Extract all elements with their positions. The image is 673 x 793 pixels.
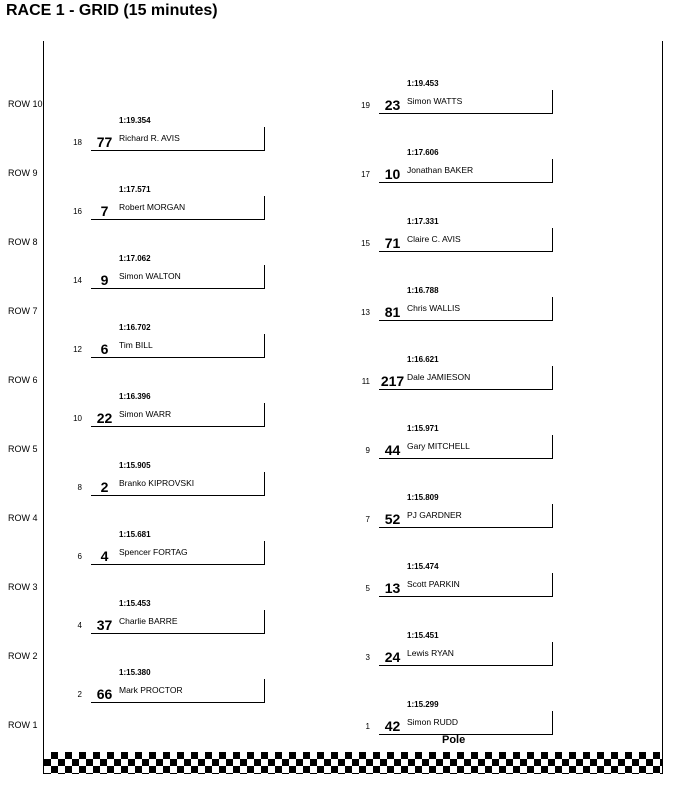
driver-name: Gary MITCHELL: [407, 441, 470, 451]
driver-name: Spencer FORTAG: [119, 547, 188, 557]
grid-position: 15: [361, 239, 370, 248]
grid-position: 1: [365, 722, 370, 731]
lap-time: 1:16.788: [407, 286, 439, 295]
lap-time: 1:15.299: [407, 700, 439, 709]
lap-time: 1:19.453: [407, 79, 439, 88]
driver-name: Branko KIPROVSKI: [119, 478, 195, 488]
lap-time: 1:15.971: [407, 424, 439, 433]
lap-time: 1:17.606: [407, 148, 439, 157]
driver-name: Simon WARR: [119, 409, 172, 419]
driver-name: Scott PARKIN: [407, 579, 460, 589]
lap-time: 1:15.453: [119, 599, 151, 608]
lap-time: 1:16.702: [119, 323, 151, 332]
car-number: 7: [100, 203, 109, 219]
car-number: 37: [96, 617, 113, 633]
grid-position: 7: [365, 515, 370, 524]
grid-position: 5: [365, 584, 370, 593]
grid-slot-left: [74, 323, 264, 363]
lap-time: 1:19.354: [119, 116, 151, 125]
grid-position: 18: [73, 138, 82, 147]
grid-slot-right: [362, 286, 552, 326]
row-label: ROW 9: [8, 168, 38, 178]
lap-time: 1:16.621: [407, 355, 439, 364]
grid-position: 3: [365, 653, 370, 662]
car-number: 13: [384, 580, 401, 596]
grid-position: 12: [73, 345, 82, 354]
car-number: 71: [384, 235, 401, 251]
car-number: 42: [384, 718, 401, 734]
lap-time: 1:16.396: [119, 392, 151, 401]
driver-name: PJ GARDNER: [407, 510, 462, 520]
lap-time: 1:17.571: [119, 185, 151, 194]
row-label: ROW 6: [8, 375, 38, 385]
car-number: 44: [384, 442, 401, 458]
checkered-flag-start-line: [44, 752, 662, 774]
grid-position: 14: [73, 276, 82, 285]
row-label: ROW 10: [8, 99, 43, 109]
driver-name: Charlie BARRE: [119, 616, 178, 626]
driver-name: Lewis RYAN: [407, 648, 454, 658]
car-number: 52: [384, 511, 401, 527]
page-title: RACE 1 - GRID (15 minutes): [6, 2, 218, 19]
grid-slot-right: [362, 562, 552, 602]
grid-slot-left: [74, 392, 264, 432]
lap-time: 1:15.681: [119, 530, 151, 539]
grid-position: 4: [77, 621, 82, 630]
car-number: 66: [96, 686, 113, 702]
lap-time: 1:15.451: [407, 631, 439, 640]
grid-slot-right: [362, 148, 552, 188]
grid-slot-right: [362, 355, 552, 395]
grid-slot-left: [74, 185, 264, 225]
row-label: ROW 2: [8, 651, 38, 661]
car-number: 9: [100, 272, 109, 288]
car-number: 24: [384, 649, 401, 665]
driver-name: Richard R. AVIS: [119, 133, 180, 143]
grid-position: 17: [361, 170, 370, 179]
lap-time: 1:15.809: [407, 493, 439, 502]
grid-slot-right: [362, 424, 552, 464]
row-label: ROW 5: [8, 444, 38, 454]
grid-slot-right: [362, 79, 552, 119]
grid-position: 11: [361, 377, 370, 386]
grid-position: 8: [77, 483, 82, 492]
driver-name: Chris WALLIS: [407, 303, 461, 313]
car-number: 22: [96, 410, 113, 426]
driver-name: Simon WATTS: [407, 96, 463, 106]
grid-position: 19: [361, 101, 370, 110]
lap-time: 1:17.062: [119, 254, 151, 263]
grid-slot-left: [74, 254, 264, 294]
grid-position: 9: [365, 446, 370, 455]
grid-slot-left: [74, 116, 264, 156]
row-label: ROW 8: [8, 237, 38, 247]
car-number: 4: [100, 548, 109, 564]
grid-slot-left: [74, 599, 264, 639]
grid-position: 10: [73, 414, 82, 423]
grid-slot-right: [362, 217, 552, 257]
car-number: 6: [100, 341, 109, 357]
driver-name: Jonathan BAKER: [407, 165, 474, 175]
lap-time: 1:15.905: [119, 461, 151, 470]
driver-name: Simon WALTON: [119, 271, 181, 281]
grid-slot-right: [362, 493, 552, 533]
driver-name: Dale JAMIESON: [407, 372, 471, 382]
car-number: 81: [384, 304, 401, 320]
car-number: 217: [380, 373, 405, 389]
driver-name: Claire C. AVIS: [407, 234, 461, 244]
driver-name: Mark PROCTOR: [119, 685, 183, 695]
grid-position: 6: [77, 552, 82, 561]
car-number: 10: [384, 166, 401, 182]
driver-name: Simon RUDD: [407, 717, 459, 727]
row-label: ROW 1: [8, 720, 38, 730]
row-label: ROW 7: [8, 306, 38, 316]
driver-name: Robert MORGAN: [119, 202, 186, 212]
lap-time: 1:17.331: [407, 217, 439, 226]
pole-label: Pole: [442, 734, 466, 746]
grid-position: 16: [73, 207, 82, 216]
row-label: ROW 4: [8, 513, 38, 523]
car-number: 2: [100, 479, 109, 495]
driver-name: Tim BILL: [119, 340, 153, 350]
lap-time: 1:15.474: [407, 562, 439, 571]
grid-slot-left: [74, 530, 264, 570]
car-number: 77: [96, 134, 113, 150]
grid-position: 2: [77, 690, 82, 699]
right-grid-border: [662, 41, 663, 774]
car-number: 23: [384, 97, 401, 113]
grid-slot-left: [74, 461, 264, 501]
grid-slot-left: [74, 668, 264, 708]
grid-slot-right: [362, 631, 552, 671]
row-label: ROW 3: [8, 582, 38, 592]
left-grid-border: [43, 41, 44, 774]
grid-position: 13: [361, 308, 370, 317]
lap-time: 1:15.380: [119, 668, 151, 677]
